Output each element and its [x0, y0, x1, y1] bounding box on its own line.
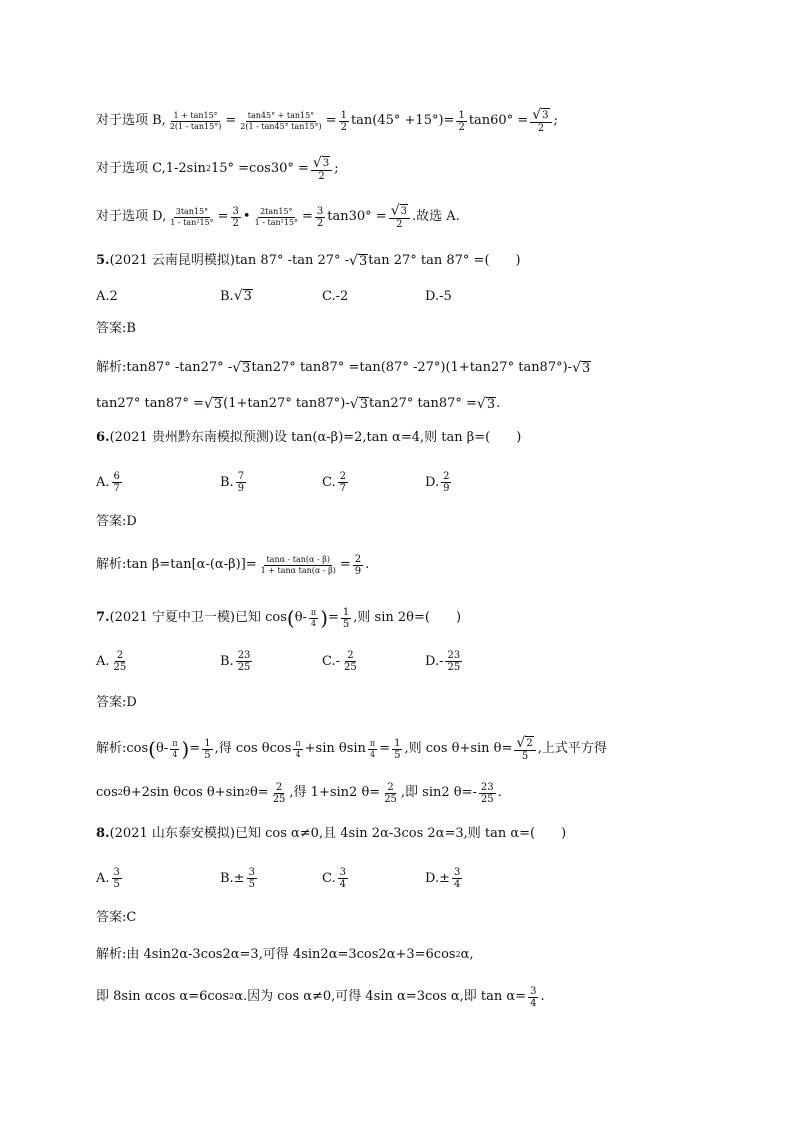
fraction: √ 3 2 — [311, 156, 332, 182]
q8-explanation-line-1: 解析:由 4sin2α-3cos2α=3,可得 4sin2α=3cos2α+3=6cos 2 α, — [96, 947, 474, 962]
explanation-option-c: 对于选项 C,1-2sin 2 15° =cos30° = √ 3 2 ; — [96, 155, 339, 182]
fraction: $\frac{1}{2}$ — [340, 109, 347, 133]
sqrt-symbol: √ 3 — [233, 288, 252, 304]
q6-option-c: C. $\frac{2}{7}$ — [322, 470, 346, 494]
q5-option-a: A.2 — [96, 288, 118, 304]
q6-option-b: B. $\frac{7}{9}$ — [220, 470, 245, 494]
q5-option-c: C.-2 — [322, 288, 349, 304]
question-5-stem: 5. (2021 云南昆明模拟) tan 87° -tan 27° - √ 3 tan 27° tan 87° =( ) — [96, 253, 521, 269]
fraction: $\frac{1 + \tan 15^\circ}{2(1 - \tan 15^\circ)}$ — [169, 110, 222, 131]
fraction: $\frac{3\tan 15^\circ}{\text{1 - tan²15°}}$ — [170, 206, 214, 227]
sqrt-symbol: √ 2 — [516, 735, 533, 751]
q5-explanation-line-1: 解析:tan87° -tan27° - √ 3 tan27° tan87° =tan(87° -27°)(1+tan27° tan87°)- √ 3 — [96, 360, 591, 376]
sqrt-symbol: √ 3 — [572, 360, 591, 376]
sqrt-symbol: √ 3 — [312, 155, 330, 171]
q7-option-c: C.- $\frac{2}{25}$ — [322, 649, 357, 673]
q6-option-a: A. $\frac{6}{7}$ — [96, 470, 120, 494]
q8-option-a: A. $\frac{3}{5}$ — [96, 866, 120, 890]
fraction: $\frac{2\tan 15^\circ}{\text{1 - tan²15°}}$ — [254, 206, 298, 227]
q7-explanation-line-2: cos 2 θ+2sin θcos θ+sin 2 θ= $\frac{2}{25}$ ,得 1+sin2 θ= $\frac{2}{25}$ ,即 sin2 θ=- $\frac{23}{25}$ . — [96, 781, 502, 805]
q8-explanation-line-2: 即 8sin αcos α=6cos 2 α.因为 cos α≠0,可得 4sin α=3cos α,即 tan α= $\frac{3}{4}$ . — [96, 985, 545, 1009]
lead-text: 对于选项 B, — [96, 113, 166, 128]
fraction: $\frac{3}{2}$ — [232, 205, 239, 229]
question-8-stem: 8. (2021 山东泰安模拟) 已知 cos α≠0,且 4sin 2α-3cos 2α=3,则 tan α=( ) — [96, 826, 567, 841]
sqrt-symbol: √ 3 — [232, 360, 251, 376]
q7-option-d: D.- $\frac{23}{25}$ — [425, 649, 461, 673]
q7-explanation-line-1: 解析:cos ( θ- $\frac{\pi}{4}$ ) = $\frac{1}{5}$ ,得 cos θcos $\frac{\pi}{4}$ +sin θsin $\frac{\pi}{4}$ = $\frac{1}{5}$ ,则 cos θ+sin θ= √ 2 5 ,上式平方得 — [96, 735, 607, 762]
q8-option-d: D.± $\frac{3}{4}$ — [425, 866, 461, 890]
fraction: $\frac{\tan 45^\circ + \tan 15^\circ}{2(1 - \tan 45^\circ \tan 15^\circ)}$ — [240, 110, 322, 131]
q8-option-c: C. $\frac{3}{4}$ — [322, 866, 346, 890]
explanation-option-b: 对于选项 B, $\frac{1 + \tan 15^\circ}{2(1 - \tan 15^\circ)}$ = $\frac{\tan 45^\circ + \tan 15^\circ}{2(1 - \tan 45^\circ \tan 15^\circ)}$ = $\frac{1}{2}$ tan(45° +15°)= $\frac{1}{2}$ tan60° = √ 3 2 ; — [96, 107, 558, 134]
q6-answer: 答案:D — [96, 514, 137, 529]
question-6-stem: 6. (2021 贵州黔东南模拟预测) 设 tan(α-β)=2,tan α=4,则 tan β=( ) — [96, 430, 522, 445]
q8-option-b: B.± $\frac{3}{5}$ — [220, 866, 255, 890]
sqrt-symbol: √ 3 — [203, 396, 223, 412]
q8-answer: 答案:C — [96, 910, 137, 925]
question-7-stem: 7. (2021 宁夏中卫一模) 已知 cos ( θ- $\frac{\pi}{4}$ ) = $\frac{1}{5}$ ,则 sin 2θ=( ) — [96, 606, 462, 630]
q6-explanation: 解析:tan β=tan[α-(α-β)]= $\frac{\tan\alpha - \tan(\alpha - \beta)}{\text{1 + tanα tan(α - β)}}$ = $\frac{2}{9}$ . — [96, 553, 370, 577]
fraction: √ 3 2 — [530, 108, 551, 134]
q7-option-a: A. $\frac{2}{25}$ — [96, 649, 127, 673]
fraction: $\frac{3}{2}$ — [316, 205, 324, 229]
q6-option-d: D. $\frac{2}{9}$ — [425, 470, 450, 494]
q5-answer: 答案:B — [96, 321, 136, 336]
explanation-option-d: 对于选项 D, $\frac{3\tan 15^\circ}{\text{1 - tan²15°}}$ = $\frac{3}{2}$ • $\frac{2\tan 15^\circ}{\text{1 - tan²15°}}$ = $\frac{3}{2}$ tan30° = √ 3 2 .故选 A. — [96, 203, 460, 230]
sqrt-symbol: √ 3 — [390, 203, 407, 219]
q5-option-d: D.-5 — [425, 288, 452, 304]
q7-answer: 答案:D — [96, 695, 137, 710]
sqrt-symbol: √ 3 — [532, 107, 549, 123]
q5-explanation-line-2: tan27° tan87° = √ 3 (1+tan27° tan87°)- √ 3 tan27° tan87° = √ 3 . — [96, 396, 501, 412]
sqrt-symbol: √ 3 — [349, 396, 368, 412]
fraction: $\frac{1}{2}$ — [458, 109, 465, 133]
sqrt-symbol: √ 3 — [476, 396, 496, 412]
sqrt-symbol: √ 3 — [349, 253, 368, 269]
q7-option-b: B. $\frac{23}{25}$ — [220, 649, 251, 673]
fraction: √ 3 2 — [389, 204, 410, 230]
q5-option-b: B. √ 3 — [220, 288, 252, 304]
